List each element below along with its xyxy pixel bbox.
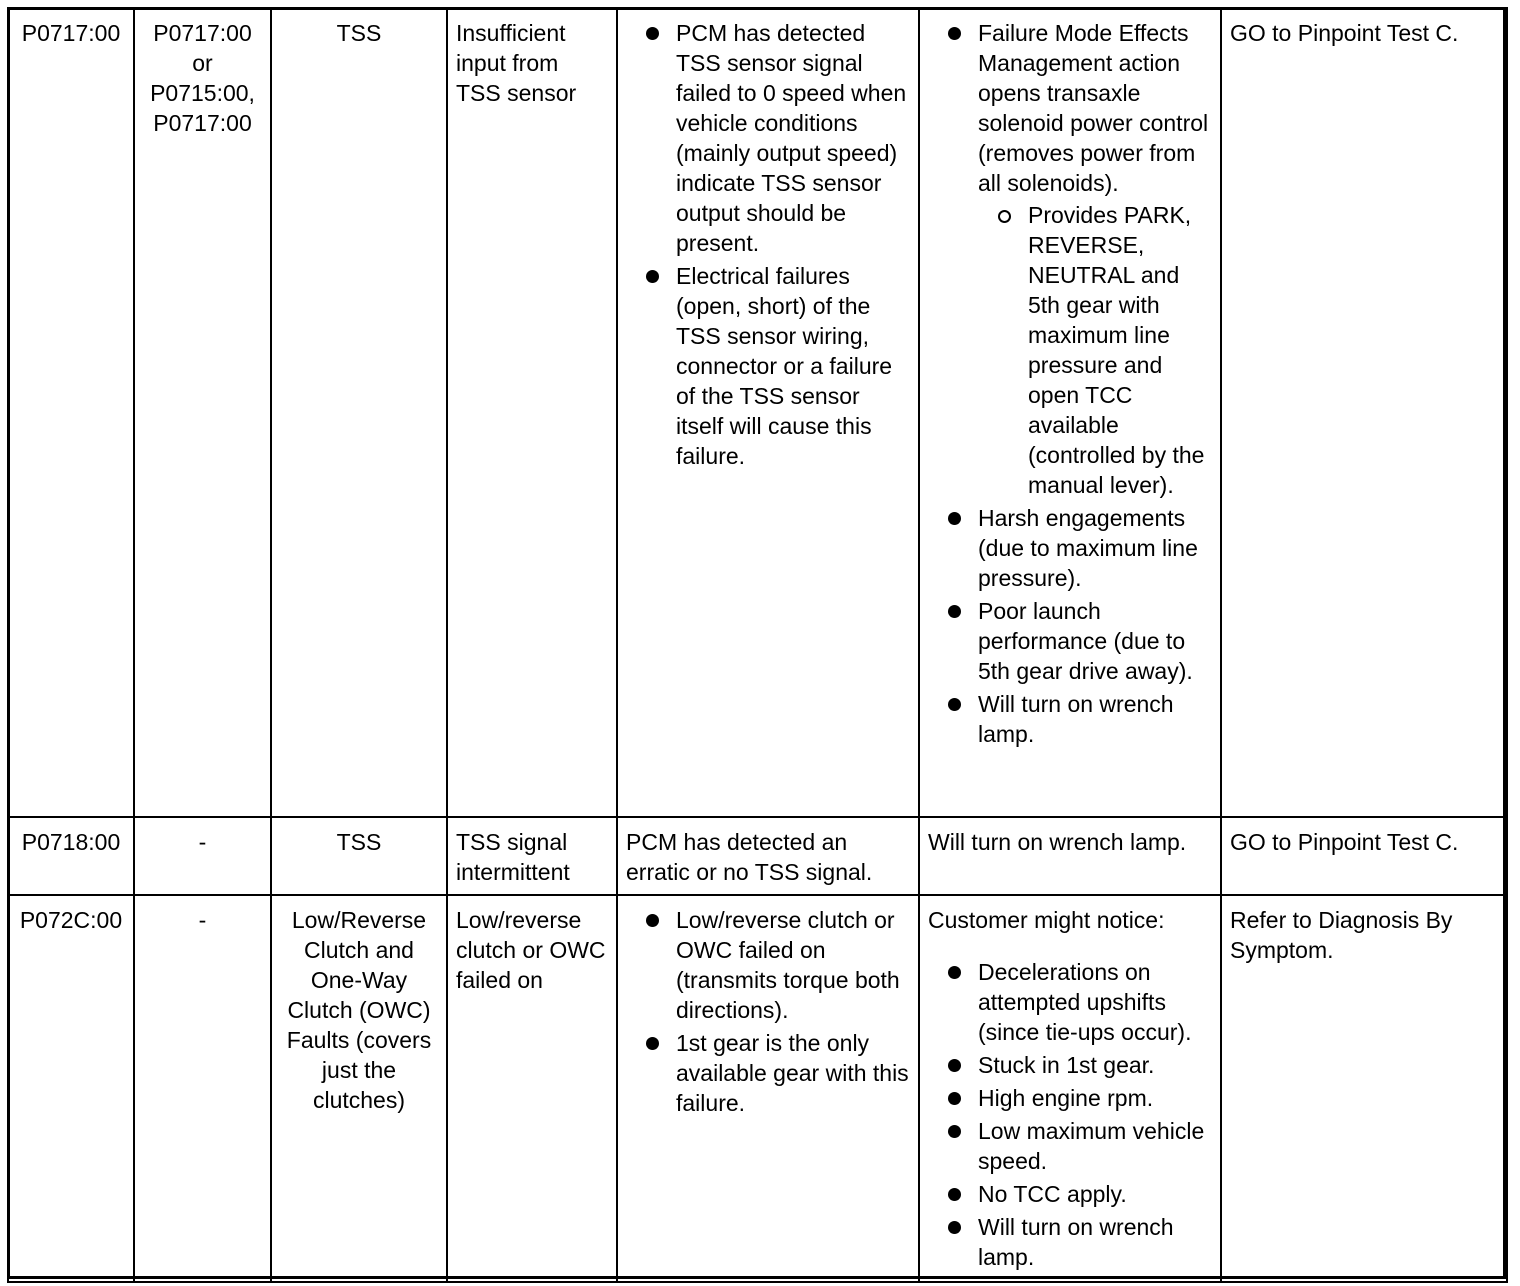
action-cell: Refer to Diagnosis By Symptom. <box>1221 895 1507 1282</box>
action-cell: GO to Pinpoint Test C. <box>1221 8 1507 817</box>
symptom-sub-bullet: Provides PARK, REVERSE, NEUTRAL and 5th gear with maximum line pressure and open TCC available (controlled by the manual lever). <box>978 200 1212 500</box>
symptom-bullet: Will turn on wrench lamp. <box>928 689 1212 749</box>
table-row <box>8 817 1507 895</box>
component-cell: Low/Reverse Clutch and One-Way Clutch (OWC) Faults (covers just the clutches) <box>271 895 447 1282</box>
related-dtc-line: or <box>192 50 213 76</box>
symptom-bullet: Harsh engagements (due to maximum line pressure). <box>928 503 1212 593</box>
related-dtc-cell: - <box>134 817 271 895</box>
related-dtc-cell <box>134 8 271 817</box>
symptom-bullet: Decelerations on attempted upshifts (since tie-ups occur). <box>928 957 1212 1047</box>
condition-cell <box>617 895 919 1282</box>
symptom-bullet-text: Failure Mode Effects Management action opens transaxle solenoid power control (removes power from all solenoids). <box>978 20 1209 196</box>
symptom-intro: Customer might notice: <box>928 907 1165 933</box>
symptom-bullet <box>928 18 1212 500</box>
condition-bullet: 1st gear is the only available gear with this failure. <box>626 1028 910 1118</box>
description-cell: Insufficient input from TSS sensor <box>447 8 617 817</box>
dtc-cell: P0718:00 <box>8 817 134 895</box>
related-dtc-line: P0717:00 <box>153 20 252 46</box>
condition-bullet: Electrical failures (open, short) of the TSS sensor wiring, connector or a failure of the TSS sensor itself will cause this failure. <box>626 261 910 471</box>
dtc-cell: P0717:00 <box>8 8 134 817</box>
symptom-bullet: No TCC apply. <box>928 1179 1212 1209</box>
symptom-cell <box>919 8 1221 817</box>
dtc-table <box>7 7 1508 1283</box>
related-dtc-line: P0715:00, <box>150 80 255 106</box>
condition-bullet: Low/reverse clutch or OWC failed on (transmits torque both directions). <box>626 905 910 1025</box>
condition-cell <box>617 8 919 817</box>
table-row <box>8 895 1507 1282</box>
condition-cell: PCM has detected an erratic or no TSS signal. <box>617 817 919 895</box>
symptom-bullet: Will turn on wrench lamp. <box>928 1212 1212 1272</box>
action-cell: GO to Pinpoint Test C. <box>1221 817 1507 895</box>
component-cell: TSS <box>271 8 447 817</box>
symptom-cell <box>919 895 1221 1282</box>
related-dtc-cell: - <box>134 895 271 1282</box>
related-dtc-line: P0717:00 <box>153 110 252 136</box>
symptom-bullet: Stuck in 1st gear. <box>928 1050 1212 1080</box>
dtc-cell: P072C:00 <box>8 895 134 1282</box>
description-cell: TSS signal intermittent <box>447 817 617 895</box>
symptom-bullet: High engine rpm. <box>928 1083 1212 1113</box>
symptom-bullet: Poor launch performance (due to 5th gear drive away). <box>928 596 1212 686</box>
condition-bullet: PCM has detected TSS sensor signal failed to 0 speed when vehicle conditions (mainly output speed) indicate TSS sensor output should be present. <box>626 18 910 258</box>
symptom-cell: Will turn on wrench lamp. <box>919 817 1221 895</box>
symptom-bullet: Low maximum vehicle speed. <box>928 1116 1212 1176</box>
table-row <box>8 8 1507 817</box>
component-cell: TSS <box>271 817 447 895</box>
description-cell: Low/reverse clutch or OWC failed on <box>447 895 617 1282</box>
